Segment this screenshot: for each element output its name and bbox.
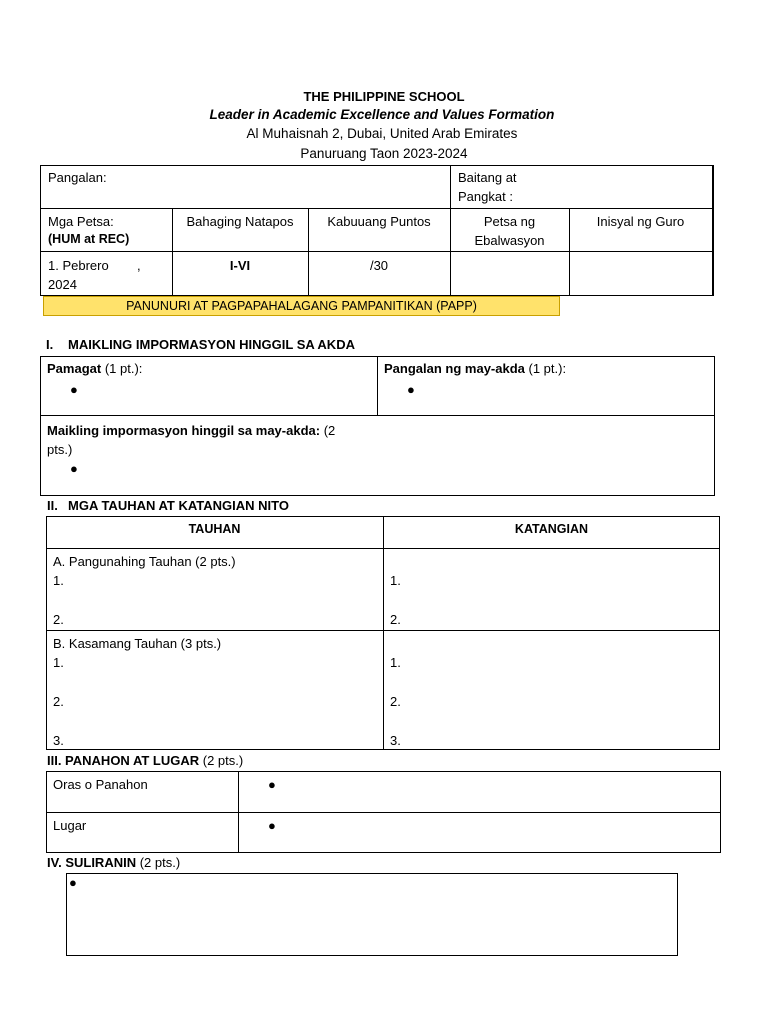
- support-trait-3: 3.: [390, 733, 401, 748]
- conflict-box: [66, 873, 678, 956]
- school-name: THE PHILIPPINE SCHOOL: [303, 89, 465, 104]
- title-field-label: Pamagat (1 pt.):: [47, 361, 143, 376]
- supporting-characters-label: B. Kasamang Tauhan (3 pts.): [53, 636, 222, 651]
- eval-date-label-line1: Petsa ng: [483, 214, 536, 229]
- grade-label-line1: Baitang at: [458, 170, 517, 185]
- date-value-line2: 2024: [48, 277, 77, 292]
- bio-field-pts: pts.): [47, 442, 73, 457]
- main-characters-label: A. Pangunahing Tauhan (2 pts.): [53, 554, 236, 569]
- section1-number: I.: [46, 337, 54, 352]
- place-label: Lugar: [53, 818, 87, 833]
- col-tauhan: TAUHAN: [188, 522, 241, 536]
- section4-heading: IV. SULIRANIN (2 pts.): [47, 855, 181, 870]
- col-katangian: KATANGIAN: [514, 522, 589, 536]
- time-label: Oras o Panahon: [53, 777, 148, 792]
- author-field-label: Pangalan ng may-akda (1 pt.):: [384, 361, 567, 376]
- papp-banner: PANUNURI AT PAGPAPAHALAGANG PAMPANITIKAN (PAPP): [43, 296, 560, 316]
- name-label: Pangalan:: [48, 170, 107, 185]
- section3-heading: III. PANAHON AT LUGAR (2 pts.): [47, 753, 244, 768]
- conflict-bullet: ●: [69, 875, 77, 890]
- dates-sublabel: (HUM at REC): [48, 232, 130, 246]
- support-character-3: 3.: [53, 733, 64, 748]
- total-value: /30: [369, 258, 389, 273]
- title-field-bullet: ●: [70, 382, 78, 397]
- eval-date-label-line2: Ebalwasyon: [474, 233, 545, 248]
- support-trait-2: 2.: [390, 694, 401, 709]
- part-label: Bahaging Natapos: [186, 214, 294, 229]
- section1-title: MAIKLING IMPORMASYON HINGGIL SA AKDA: [68, 337, 355, 352]
- support-character-1: 1.: [53, 655, 64, 670]
- bio-field-bullet: ●: [70, 461, 78, 476]
- grade-label-line2: Pangkat :: [458, 189, 513, 204]
- date-value-comma: ,: [137, 258, 141, 273]
- bio-field-label: Maikling impormasyon hinggil sa may-akda: (2: [47, 423, 336, 438]
- support-trait-1: 1.: [390, 655, 401, 670]
- part-value: I-VI: [229, 258, 251, 273]
- place-bullet: ●: [268, 818, 276, 833]
- main-character-1: 1.: [53, 573, 64, 588]
- dates-label: Mga Petsa:: [48, 214, 114, 229]
- date-value-line1: 1. Pebrero: [48, 258, 109, 273]
- teacher-initial-label: Inisyal ng Guro: [596, 214, 685, 229]
- main-trait-2: 2.: [390, 612, 401, 627]
- author-field-bullet: ●: [407, 382, 415, 397]
- school-address: Al Muhaisnah 2, Dubai, United Arab Emirates: [246, 126, 518, 141]
- school-motto: Leader in Academic Excellence and Values Formation: [209, 107, 555, 122]
- section2-title: MGA TAUHAN AT KATANGIAN NITO: [68, 498, 289, 513]
- main-trait-1: 1.: [390, 573, 401, 588]
- support-character-2: 2.: [53, 694, 64, 709]
- section2-number: II.: [47, 498, 58, 513]
- main-character-2: 2.: [53, 612, 64, 627]
- total-label: Kabuuang Puntos: [327, 214, 431, 229]
- time-bullet: ●: [268, 777, 276, 792]
- school-year: Panuruang Taon 2023-2024: [300, 146, 468, 161]
